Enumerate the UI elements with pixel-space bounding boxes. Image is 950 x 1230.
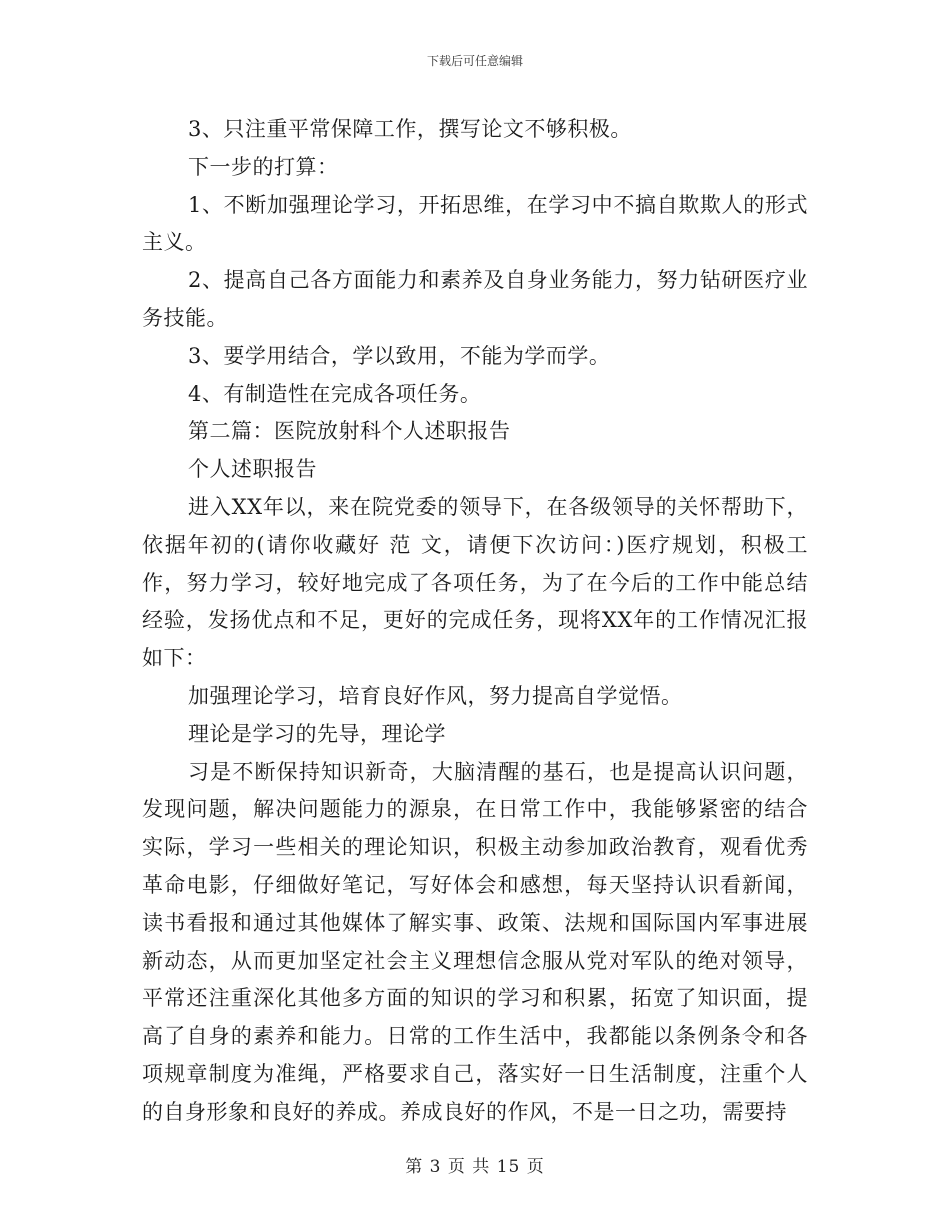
paragraph: 3、要学用结合，学以致用，不能为学而学。 (188, 343, 611, 368)
paragraph: 加强理论学习，培育良好作风，努力提高自学觉悟。 (188, 683, 683, 708)
paragraph: 习是不断保持知识新奇，大脑清醒的基石，也是提高认识问题，发现问题，解决问题能力的源泉，在日常工作中，我能够紧密的结合实际，学习一些相关的理论知识，积极主动参加政治教育，观看优秀革命电影，仔细做好笔记，写好体会和感想，每天坚持认识看新闻，读书看报和通过其他媒体了解实事、政策、法规和国际国内军事进展新动态，从而更加坚定社会主义理想信念服从党对军队的绝对领导，平常还注重深化其他多方面的知识的学习和积累，拓宽了知识面，提高了自身的素养和能力。日常的工作生活中，我都能以条例条令和各项规章制度为准绳，严格要求自己，落实好一日生活制度，注重个人的自身形象和良好的养成。养成良好的作风，不是一日之功，需要持 (142, 759, 808, 1124)
paragraph: 3、只注重平常保障工作，撰写论文不够积极。 (188, 117, 632, 141)
report-title: 个人述职报告 (188, 457, 317, 482)
paragraph: 下一步的打算： (188, 154, 339, 179)
page-header: 下载后可任意编辑 (426, 54, 523, 68)
document-body (142, 111, 808, 1132)
paragraph: 进入XX年以，来在院党委的领导下，在各级领导的关怀帮助下，依据年初的(请你收藏好 范 文，请便下次访问：)医疗规划，积极工作，努力学习，较好地完成了各项任务，为了在今后的工作中能总结经验，发扬优点和不足，更好的完成任务，现将XX年的工作情况汇报如下： (142, 494, 808, 671)
paragraph: 2、提高自己各方面能力和素养及自身业务能力，努力钻研医疗业务技能。 (142, 268, 808, 330)
paragraph: 1、不断加强理论学习，开拓思维，在学习中不搞自欺欺人的形式主义。 (142, 192, 808, 255)
paragraph: 4、有制造性在完成各项任务。 (188, 381, 482, 406)
paragraph: 理论是学习的先导，理论学 (188, 721, 446, 746)
section-title: 第二篇：医院放射科个人述职报告 (188, 419, 511, 444)
page-number: 第 3 页 共 15 页 (405, 1157, 545, 1177)
